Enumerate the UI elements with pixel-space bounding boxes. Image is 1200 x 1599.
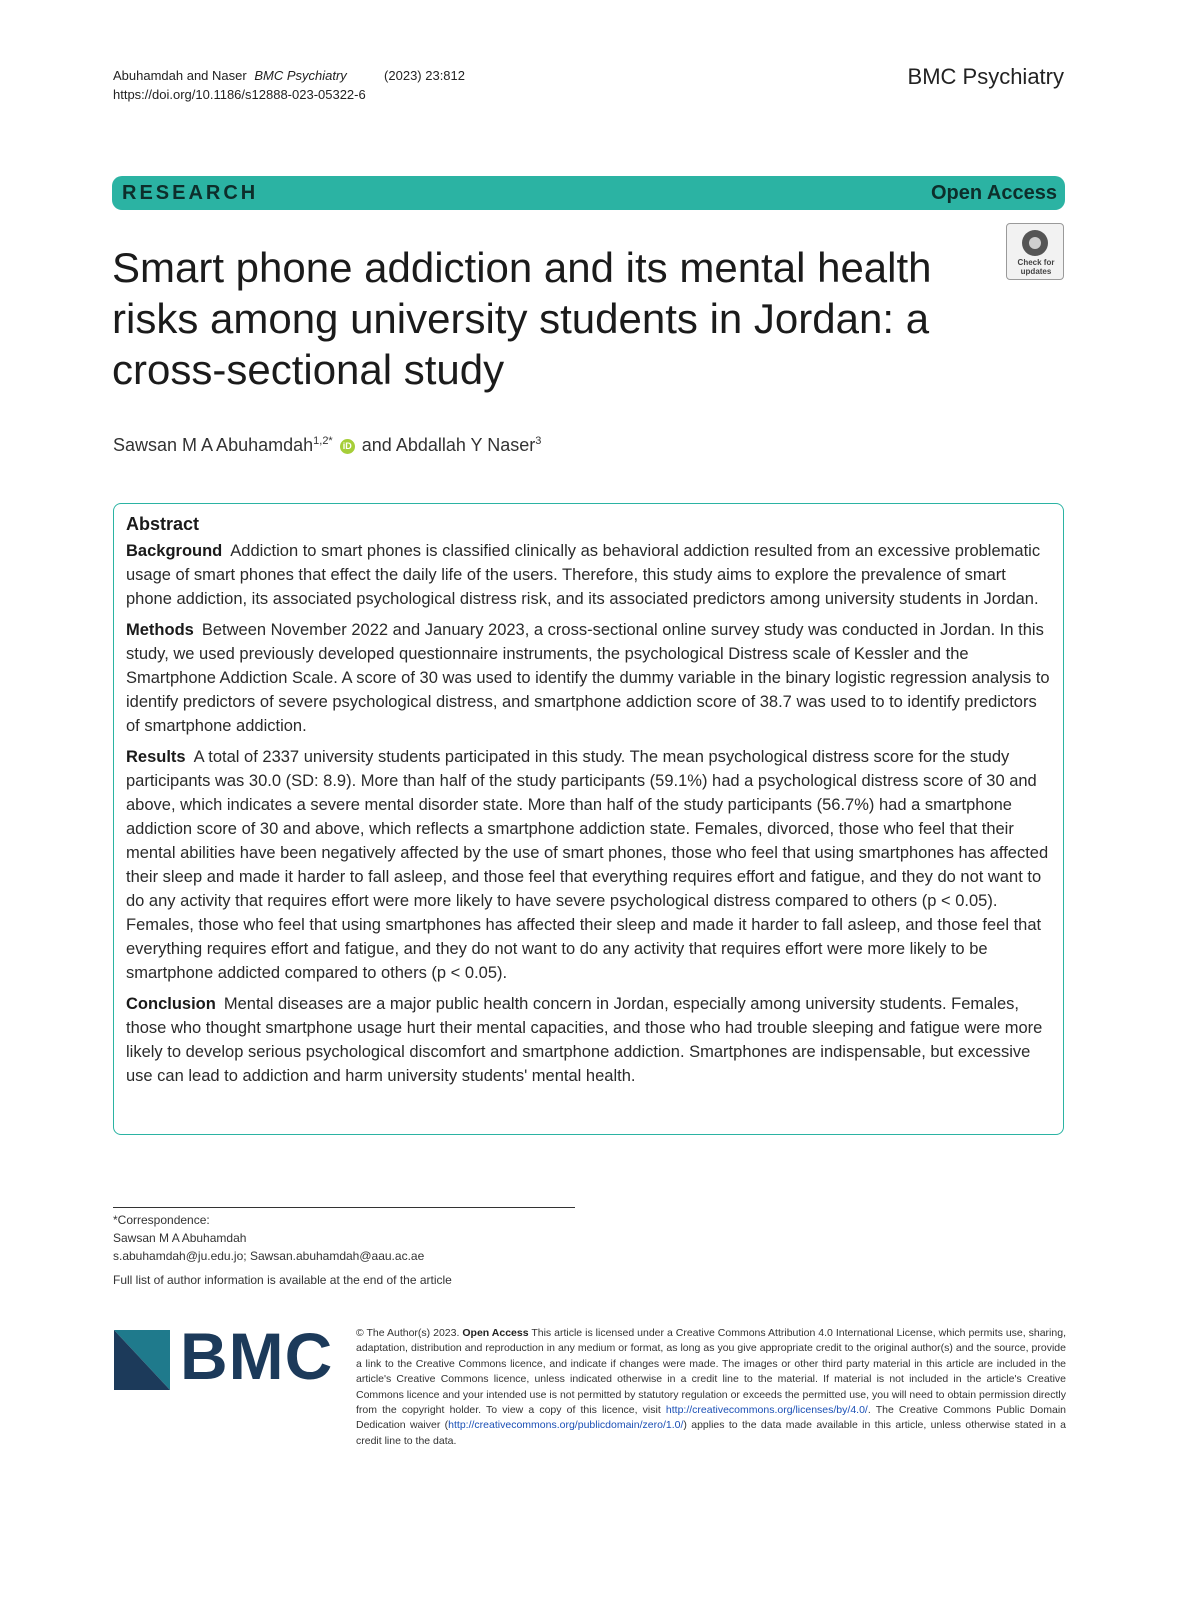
author-2: Abdallah Y Naser (395, 435, 536, 455)
check-for-updates-label: Check for updates (1017, 258, 1055, 276)
abstract-box (113, 503, 1064, 1135)
license-text-3: ) applies to the data made available in this article, unless otherwise stated in a credit line to the data. (356, 1419, 1066, 1447)
author-conjunction: and (361, 435, 392, 455)
open-access-label: Open Access (931, 181, 1057, 204)
conclusion-label: Conclusion (126, 995, 216, 1013)
license-copyright: © The Author(s) 2023. (356, 1327, 460, 1339)
results-text: A total of 2337 university students participated in this study. The mean psychological distress score for the study participants was 30.0 (SD: 8.9). More than half of the study participants (59.1%) had a psychological distress score of 30 and above, which indicates a severe mental disorder state. More than half of the study participants (56.7%) had a smartphone addiction score of 30 and above, which reflects a smartphone addiction state. Females, divorced, those who feel that their mental abilities have been negatively affected by the use of smart phones, those who feel that using smartphones has affected their sleep and made it harder to fall asleep, and those feel that everything requires effort and fatigue, and they do not want to do any activity that requires effort were more likely to have severe psychological distress compared to others (p < 0.05). Females, those who feel that using smartphones has affected their sleep and made it harder to fall asleep, and those feel that everything requires effort and fatigue, and they do not want to do any activity that requires effort were more likely to be smartphone addicted compared to others (p < 0.05). (126, 748, 1049, 982)
license-text-1: This article is licensed under a Creative Commons Attribution 4.0 International License, which permits use, sharing, adaptation, distribution and reproduction in any medium or format, as long as you give appropriate credit to the original author(s) and the source, provide a link to the Creative Commons licence, and indicate if changes were made. The images or other third party material in this article are included in the article's Creative Commons licence, unless indicated otherwise in a credit line to the material. If material is not included in the article's Creative Commons licence and your intended use is not permitted by statutory regulation or exceeds the permitted use, you will need to obtain permission directly from the copyright holder. To view a copy of this licence, visit (356, 1327, 1066, 1417)
check-for-updates-badge[interactable] (1006, 223, 1064, 280)
correspondence-name: Sawsan M A Abuhamdah (113, 1231, 247, 1245)
results-label: Results (126, 748, 186, 766)
author-1: Sawsan M A Abuhamdah (113, 435, 314, 455)
author-1-affiliation: 1,2* (313, 435, 333, 447)
article-type: RESEARCH (122, 181, 259, 204)
footnote-divider (113, 1207, 575, 1208)
abstract-results (126, 745, 1051, 985)
citation (113, 66, 469, 104)
license-link-cc0[interactable]: http://creativecommons.org/publicdomain/zero/1.0/ (448, 1419, 684, 1432)
methods-text: Between November 2022 and January 2023, a cross-sectional online survey study was conducted in Jordan. In this study, we used previously developed questionnaire instruments, the psychological Distress scale of Kessler and the Smartphone Addiction Scale. A score of 30 was used to identify the dummy variable in the binary logistic regression analysis to identify predictors of severe psychological distress, and smartphone addiction score of 38.7 was used to to identify predictors of smartphone addiction. (126, 621, 1050, 735)
author-list (113, 435, 541, 456)
orcid-icon[interactable]: iD (340, 439, 355, 454)
bmc-logo-icon (114, 1330, 170, 1390)
citation-journal: BMC Psychiatry (254, 68, 347, 83)
methods-label: Methods (126, 621, 194, 639)
doi-link[interactable]: https://doi.org/10.1186/s12888-023-05322-6 (113, 87, 366, 102)
bmc-logo-text: BMC (180, 1319, 334, 1393)
author-info-note: Full list of author information is available at the end of the article (113, 1273, 452, 1287)
correspondence-label: *Correspondence: (113, 1213, 210, 1227)
author-2-affiliation: 3 (535, 435, 542, 447)
journal-name: BMC Psychiatry (907, 64, 1064, 89)
citation-year-volume: (2023) 23:812 (384, 68, 465, 83)
update-icon (1022, 230, 1048, 256)
abstract-methods (126, 618, 1051, 738)
article-type-banner (112, 176, 1065, 210)
correspondence (113, 1211, 424, 1265)
license-link-cc-by[interactable]: http://creativecommons.org/licenses/by/4.0/ (665, 1404, 868, 1417)
license-open-access: Open Access (462, 1327, 529, 1339)
background-text: Addiction to smart phones is classified clinically as behavioral addiction resulted from an excessive problematic usage of smart phones that effect the daily life of the users. Therefore, this study aims to explore the prevalence of smart phone addiction, its associated psychological distress risk, and its associated predictors among university students in Jordan. (126, 542, 1041, 608)
license-notice (356, 1326, 1066, 1449)
background-label: Background (126, 542, 223, 560)
abstract-conclusion (126, 992, 1051, 1088)
abstract-background (126, 539, 1051, 611)
license-text-2: . The Creative Commons Public Domain Dedication waiver ( (356, 1404, 1066, 1432)
abstract-heading: Abstract (126, 514, 200, 534)
correspondence-emails[interactable]: s.abuhamdah@ju.edu.jo; Sawsan.abuhamdah@aau.ac.ae (113, 1249, 425, 1263)
article-title: Smart phone addiction and its mental health risks among university students in Jordan: a cross-sectional study (112, 244, 932, 393)
citation-authors: Abuhamdah and Naser (113, 68, 247, 83)
conclusion-text: Mental diseases are a major public health concern in Jordan, especially among university students. Females, those who thought smartphone usage hurt their mental capacities, and those who had trouble sleeping and fatigue were more likely to develop serious psychological discomfort and smartphone addiction. Smartphones are indispensable, but excessive use can lead to addiction and harm university students' mental health. (126, 995, 1043, 1085)
